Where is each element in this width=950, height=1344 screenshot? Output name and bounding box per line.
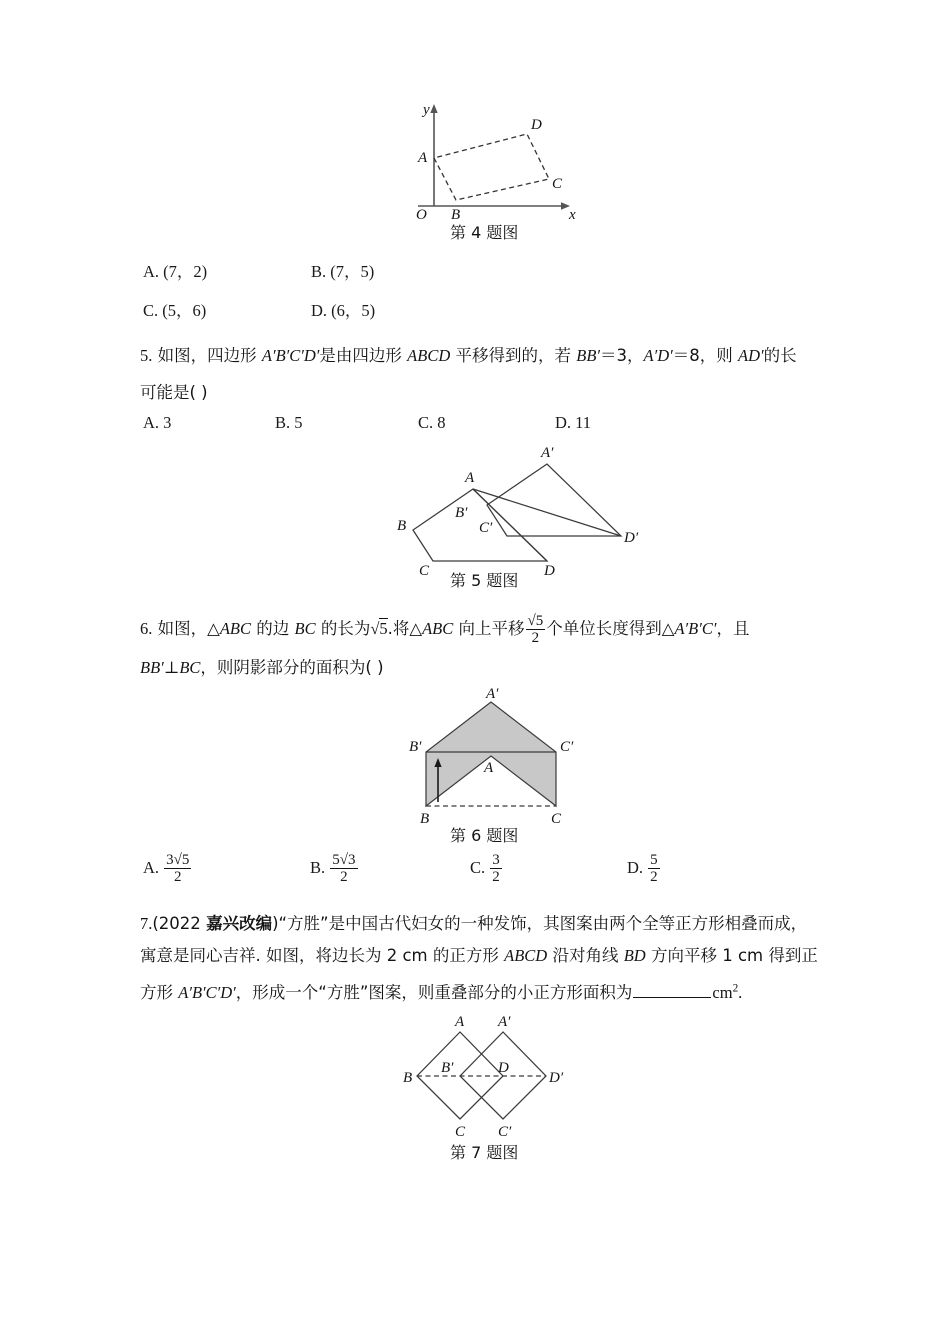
q6-math-3: ABC	[422, 618, 454, 638]
figure-7-label-C-prime: C′	[498, 1124, 512, 1140]
q7-line-3-end: .	[738, 983, 743, 1003]
q6-option-a-letter: A.	[143, 857, 160, 877]
figure-6-label-B-prime: B′	[409, 739, 422, 755]
q5-text-d: 的长	[763, 346, 797, 365]
q6-sqrt-5: 5	[379, 618, 388, 638]
q6-option-d-den: 2	[650, 869, 658, 886]
q7-source-name: 嘉兴改编	[206, 914, 273, 933]
q6-stem-line-2	[140, 660, 384, 677]
q6-number: 6.	[140, 618, 153, 638]
q6-math-4: A′B′C′	[674, 618, 717, 638]
q7-line-3-math-1: A′B′C′D′	[178, 983, 236, 1003]
q6-option-d-num: 5	[650, 852, 658, 868]
q6-text-4: .将△	[387, 618, 423, 638]
sqrt-icon: √5	[370, 618, 388, 638]
q6-math-2: BC	[294, 618, 316, 638]
q5-option-d-text: 11	[575, 413, 592, 432]
q6-option-c[interactable]	[470, 852, 503, 885]
q6-math-1: ABC	[219, 618, 251, 638]
q6-option-d[interactable]	[627, 852, 661, 885]
q4-option-d[interactable]	[311, 297, 375, 321]
q6-text-5: 向上平移	[453, 618, 525, 638]
q6-text-2: 的边	[251, 618, 295, 638]
q7-line-3-a: 方形	[140, 983, 179, 1003]
q6-option-c-den: 2	[492, 869, 500, 886]
q6-text-7: ，且	[716, 618, 750, 638]
q5-math-3: BB′	[576, 346, 601, 365]
q7-line-2-math-1: ABCD	[504, 946, 548, 965]
q4-option-d-text: (6，5)	[331, 301, 376, 320]
q6-option-a-den: 2	[174, 869, 182, 886]
q5-number: 5.	[140, 346, 153, 365]
figure-5-svg	[395, 442, 645, 579]
figure-4-label-O: O	[416, 207, 427, 223]
q7-line-2-math-2: BD	[623, 946, 646, 965]
figure-4-label-B: B	[451, 207, 461, 223]
figure-4-label-D: D	[531, 117, 542, 133]
figure-4-label-x: x	[569, 207, 576, 223]
figure-7-label-C: C	[455, 1124, 466, 1140]
figure-7-svg	[405, 1014, 580, 1139]
q7-stem-line-1	[140, 916, 807, 933]
figure-7-caption: 第 7 题图	[450, 1143, 519, 1162]
figure-7-label-B: B	[403, 1070, 413, 1086]
q5-text-a: 如图，四边形	[157, 346, 262, 365]
q5-option-c[interactable]	[418, 413, 446, 433]
q5-math-4: A′D′	[643, 346, 673, 365]
figure-4-caption: 第 4 题图	[450, 223, 519, 242]
q6-option-a[interactable]	[143, 852, 192, 885]
figure-4-svg	[412, 100, 587, 223]
q5-option-d-letter: D.	[555, 413, 572, 432]
q6-option-a-fraction	[164, 852, 191, 885]
q7-stem-line-2	[140, 948, 818, 965]
q5-eq-2: ＝8，则	[672, 346, 738, 365]
figure-5-label-B: B	[397, 518, 407, 534]
figure-5-label-D: D	[544, 563, 555, 579]
q6-option-c-fraction	[490, 852, 502, 885]
q5-option-a-letter: A.	[143, 413, 160, 432]
q4-option-b[interactable]	[311, 258, 374, 282]
q7-line-2-c: 方向平移 1 cm 得到正	[645, 946, 818, 965]
q5-math-2: ABCD	[407, 346, 451, 365]
q5-stem-line-2: 可能是( )	[140, 383, 208, 402]
figure-6-label-B: B	[420, 811, 430, 827]
q4-option-d-letter: D.	[311, 301, 328, 320]
q4-option-a-text: (7，2)	[163, 262, 208, 281]
q6-line2-text: ，则阴影部分的面积为( )	[200, 658, 384, 677]
q6-stem-line-1	[140, 613, 749, 646]
figure-7-label-D: D	[498, 1060, 509, 1076]
q4-option-b-letter: B.	[311, 262, 327, 281]
q5-option-b[interactable]	[275, 413, 303, 433]
q5-option-d[interactable]	[555, 413, 591, 433]
q5-option-b-text: 5	[294, 413, 303, 432]
q5-option-b-letter: B.	[275, 413, 291, 432]
answer-blank[interactable]	[633, 983, 711, 998]
q5-option-a-text: 3	[163, 413, 172, 432]
figure-5-label-D-prime: D′	[624, 530, 639, 546]
segment-A-Dprime	[473, 489, 621, 536]
q6-option-c-letter: C.	[470, 857, 486, 877]
q5-text-c: 平移得到的，若	[450, 346, 577, 365]
q6-option-b-den: 2	[340, 869, 348, 886]
q6-fraction-sqrt5-over-2	[526, 613, 546, 646]
figure-5-caption: 第 5 题图	[450, 571, 519, 590]
q5-math-5: AD′	[738, 346, 764, 365]
figure-5-label-C-prime: C′	[479, 520, 493, 536]
q5-stem-line-1	[140, 348, 797, 365]
figure-4-label-y: y	[423, 102, 430, 118]
q7-unit-exponent: 2	[732, 982, 739, 995]
q7-line-1-text: “方胜”是中国古代妇女的一种发饰，其图案由两个全等正方形相叠而成，	[278, 914, 808, 933]
q6-text-1: 如图，△	[157, 618, 220, 638]
q4-option-c-letter: C.	[143, 301, 159, 320]
rectangle-ABCD	[434, 134, 549, 200]
figure-7-label-A-prime: A′	[498, 1014, 511, 1030]
q6-text-6: 个单位长度得到△	[546, 618, 675, 638]
q7-line-3-b: ，形成一个“方胜”图案，则重叠部分的小正方形面积为	[235, 983, 633, 1003]
q4-option-c-text: (5，6)	[162, 301, 207, 320]
figure-6	[408, 686, 593, 827]
figure-4-label-C: C	[552, 176, 563, 192]
q6-frac-den: 2	[531, 630, 540, 647]
q7-source-open: (2022	[152, 914, 207, 933]
q6-line2-math-2: BC	[179, 658, 201, 677]
q7-line-2-a: 寓意是同心吉祥. 如图，将边长为 2 cm 的正方形	[140, 946, 505, 965]
figure-4-label-A: A	[418, 150, 428, 166]
q7-unit: cm	[712, 983, 733, 1003]
figure-6-label-A: A	[484, 760, 494, 776]
q5-text-b: 是由四边形	[319, 346, 408, 365]
q5-option-c-letter: C.	[418, 413, 434, 432]
q5-option-c-text: 8	[437, 413, 446, 432]
q4-option-a-letter: A.	[143, 262, 160, 281]
q6-option-b[interactable]	[310, 852, 359, 885]
q4-option-b-text: (7，5)	[330, 262, 375, 281]
figure-4	[412, 100, 587, 223]
q6-line2-math-1: BB′	[140, 658, 164, 677]
q6-option-d-fraction	[648, 852, 660, 885]
q7-number: 7.	[140, 914, 153, 933]
q4-option-a[interactable]	[143, 258, 207, 282]
figure-5-label-A-prime: A′	[541, 445, 554, 461]
q6-option-a-num: 3√5	[166, 852, 190, 868]
q6-text-3: 的长为	[315, 618, 371, 638]
q5-eq-1: ＝3，	[600, 346, 644, 365]
figure-5	[395, 442, 645, 579]
y-axis-arrow	[430, 104, 437, 113]
q7-line-2-b: 沿对角线	[547, 946, 624, 965]
q6-option-b-fraction	[330, 852, 357, 885]
figure-6-caption: 第 6 题图	[450, 826, 519, 845]
q6-frac-num: √5	[527, 613, 544, 629]
q6-option-d-letter: D.	[627, 857, 644, 877]
q6-option-c-num: 3	[492, 852, 500, 868]
figure-6-svg	[408, 686, 593, 827]
shaded-region	[426, 702, 556, 806]
figure-7-label-D-prime: D′	[549, 1070, 564, 1086]
figure-5-label-C: C	[419, 563, 430, 579]
q7-stem-line-3	[140, 983, 742, 1002]
q4-option-c[interactable]	[143, 297, 206, 321]
figure-6-label-C-prime: C′	[560, 739, 574, 755]
figure-5-label-B-prime: B′	[455, 505, 468, 521]
q7-source-close: )	[272, 914, 279, 933]
q6-option-b-letter: B.	[310, 857, 326, 877]
q6-option-b-num: 5√3	[332, 852, 356, 868]
q5-option-a[interactable]	[143, 413, 171, 433]
perpendicular-icon: ⊥	[163, 658, 180, 677]
figure-5-label-A: A	[465, 470, 475, 486]
figure-6-label-C: C	[551, 811, 562, 827]
figure-7-label-B-prime: B′	[441, 1060, 454, 1076]
figure-7-label-A: A	[455, 1014, 465, 1030]
q5-math-1: A′B′C′D′	[261, 346, 320, 365]
figure-7	[405, 1014, 580, 1139]
figure-6-label-A-prime: A′	[486, 686, 499, 702]
